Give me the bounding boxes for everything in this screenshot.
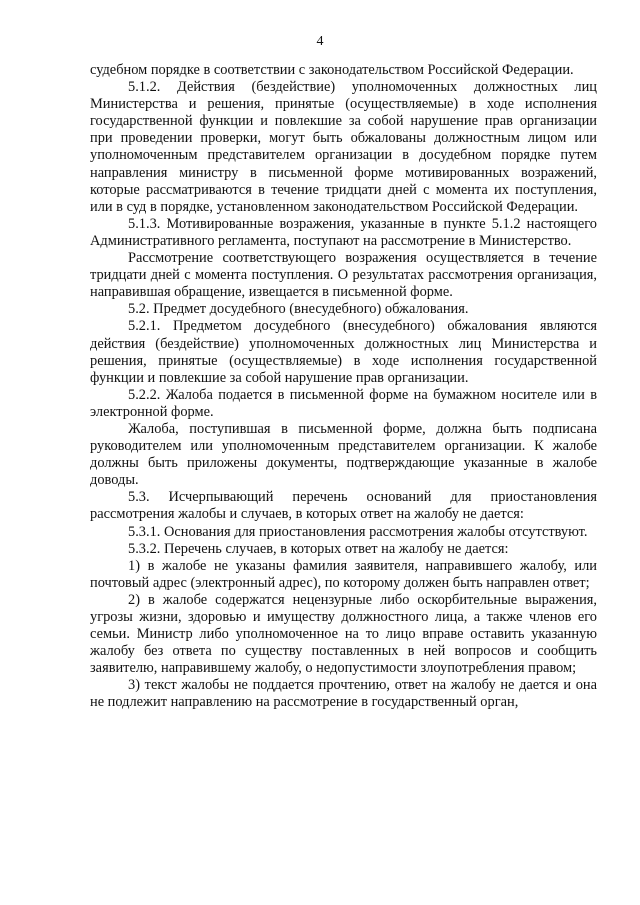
list-item-2: 2) в жалобе содержатся нецензурные либо оскорбительные выражения, угрозы жизни, здоровью и имуществу должностного лица, а также членов его семьи. Министр либо уполномоченное на то лицо вправе оставить указанную жалобу без ответа по существу поставленных в ней вопросов и сообщить заявителю, направившему жалобу, о недопустимости злоупотребления правом; — [90, 591, 597, 677]
paragraph-5-2: 5.2. Предмет досудебного (внесудебного) обжалования. — [128, 301, 469, 318]
document-body — [90, 62, 597, 712]
paragraph-5-2-1: 5.2.1. Предметом досудебного (внесудебного) обжалования являются действия (бездействие) уполномоченных должностных лиц Министерства и решения, принятые (осуществляемые) в ходе исполнения государственной функции и повлекшие за собой нарушение прав организации. — [90, 318, 597, 386]
paragraph-5-3: 5.3. Исчерпывающий перечень оснований для приостановления рассмотрения жалобы и случаев, в которых ответ на жалобу не дается: — [90, 489, 597, 523]
paragraph-complaint-signature: Жалоба, поступившая в письменной форме, должна быть подписана руководителем или уполномоченным представителем организации. К жалобе должны быть приложены документы, подтверждающие указанные в жалобе доводы. — [90, 420, 597, 489]
paragraph-5-2-2: 5.2.2. Жалоба подается в письменной форме на бумажном носителе или в электронной форме. — [90, 386, 597, 420]
paragraph-5-3-1: 5.3.1. Основания для приостановления рассмотрения жалобы отсутствуют. — [128, 523, 588, 540]
paragraph-5-3-2: 5.3.2. Перечень случаев, в которых ответ на жалобу не дается: — [128, 540, 509, 557]
paragraph-5-1-2: 5.1.2. Действия (бездействие) уполномоченных должностных лиц Министерства и решения, принятые (осуществляемые) в ходе исполнения государственной функции и повлекшие за собой нарушение прав организации при проведении проверки, могут быть обжалованы должностным лицом или уполномоченным представителем организации в досудебном порядке путем направления министру в письменной форме мотивированных возражений, которые рассматриваются в течение тридцати дней с момента их поступления, или в суд в порядке, установленном законодательством Российской Федерации. — [90, 79, 597, 215]
paragraph-review-term: Рассмотрение соответствующего возражения осуществляется в течение тридцати дней с момента поступления. О результатах рассмотрения организация, направившая обращение, извещается в письменной форме. — [90, 250, 597, 301]
list-item-3: 3) текст жалобы не поддается прочтению, ответ на жалобу не дается и она не подлежит направлению на рассмотрение в государственный орган, — [90, 677, 597, 711]
paragraph-5-1-3: 5.1.3. Мотивированные возражения, указанные в пункте 5.1.2 настоящего Административного регламента, поступают на рассмотрение в Министерство. — [90, 215, 597, 249]
list-item-1: 1) в жалобе не указаны фамилия заявителя, направившего жалобу, или почтовый адрес (электронный адрес), по которому должен быть направлен ответ; — [90, 557, 597, 591]
page-number: 4 — [316, 34, 324, 49]
paragraph-continuation: судебном порядке в соответствии с законодательством Российской Федерации. — [90, 62, 574, 78]
